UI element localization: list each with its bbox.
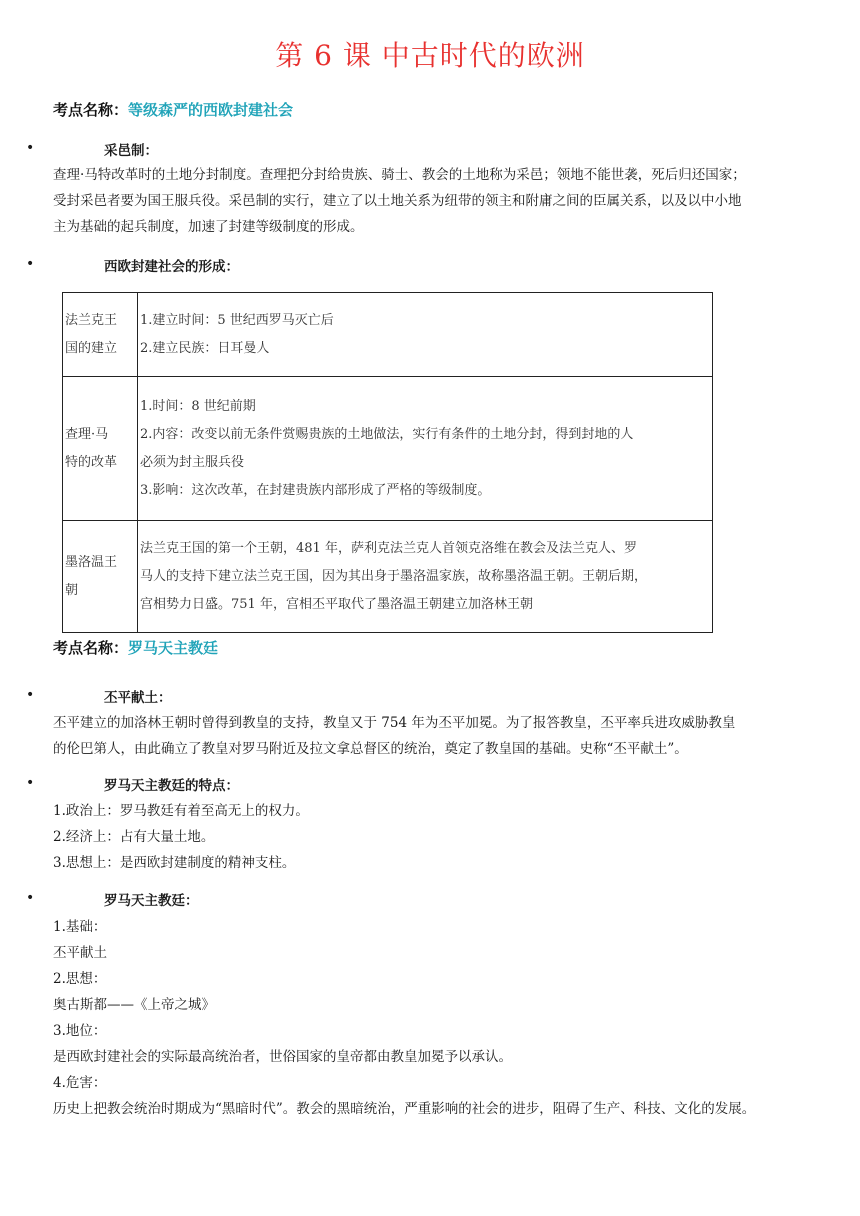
table-row — [63, 521, 713, 633]
section-heading-piping: 丕平献土： — [104, 690, 172, 706]
list-item: 3.思想上：是西欧封建制度的精神支柱。 — [53, 855, 296, 871]
table-cell-name: 查理·马 特的改革 — [63, 377, 138, 521]
section-heading-caiyi: 采邑制： — [104, 143, 158, 159]
para-line: 的伦巴第人，由此确立了教皇对罗马附近及拉文拿总督区的统治，奠定了教皇国的基础。史称“丕平献土”。 — [53, 741, 688, 757]
kaodian-label: 考点名称： — [53, 639, 129, 657]
list-item: 2.经济上：占有大量土地。 — [53, 829, 215, 845]
list-item: 历史上把教会统治时期成为“黑暗时代”。教会的黑暗统治，严重影响的社会的进步，阻碍了生产、科技、文化的发展。 — [53, 1101, 756, 1117]
bullet-marker: • — [26, 256, 35, 272]
para-line: 查理·马特改革时的土地分封制度。查理把分封给贵族、骑士、教会的土地称为采邑；领地不能世袭，死后归还国家； — [53, 167, 746, 183]
para-line: 丕平建立的加洛林王朝时曾得到教皇的支持，教皇又于 754 年为丕平加冕。为了报答教皇，丕平率兵进攻威胁教皇 — [53, 715, 736, 731]
bullet-marker: • — [26, 890, 35, 906]
table-cell-name: 法兰克王 国的建立 — [63, 293, 138, 377]
kaodian-heading-1 — [53, 99, 293, 120]
kaodian-value: 罗马天主教廷 — [128, 639, 219, 657]
list-item: 1.政治上：罗马教廷有着至高无上的权力。 — [53, 803, 309, 819]
section-heading-church: 罗马天主教廷： — [104, 893, 199, 909]
table-row — [63, 293, 713, 377]
table-cell-content: 1.建立时间：5 世纪西罗马灭亡后 2.建立民族：日耳曼人 — [138, 293, 713, 377]
bullet-marker: • — [26, 775, 35, 791]
section-heading-formation: 西欧封建社会的形成： — [104, 259, 239, 275]
list-item: 3.地位： — [53, 1023, 107, 1039]
table-cell-content: 法兰克王国的第一个王朝，481 年，萨利克法兰克人首领克洛维在教会及法兰克人、罗 马人的支持下建立法兰克王国，因为其出身于墨洛温家族，故称墨洛温王朝。王朝后期， 宫相势力日盛。751 年，宫相丕平取代了墨洛温王朝建立加洛林王朝 — [138, 521, 713, 633]
table-cell-content: 1.时间：8 世纪前期 2.内容：改变以前无条件赏赐贵族的土地做法，实行有条件的土地分封，得到封地的人 必须为封主服兵役 3.影响：这次改革，在封建贵族内部形成了严格的等级制度。 — [138, 377, 713, 521]
para-line: 受封采邑者要为国王服兵役。采邑制的实行，建立了以土地关系为纽带的领主和附庸之间的臣属关系，以及以中小地 — [53, 193, 742, 209]
formation-table — [62, 292, 713, 633]
table-row — [63, 377, 713, 521]
bullet-marker: • — [26, 687, 35, 703]
list-item: 丕平献土 — [53, 945, 107, 961]
list-item: 1.基础： — [53, 919, 107, 935]
table-cell-name: 墨洛温王 朝 — [63, 521, 138, 633]
list-item: 4.危害： — [53, 1075, 107, 1091]
kaodian-heading-2 — [53, 637, 218, 658]
kaodian-value: 等级森严的西欧封建社会 — [128, 101, 294, 119]
bullet-marker: • — [26, 140, 35, 156]
list-item: 是西欧封建社会的实际最高统治者，世俗国家的皇帝都由教皇加冕予以承认。 — [53, 1049, 512, 1065]
list-item: 2.思想： — [53, 971, 107, 987]
page-title: 第 6 课 中古时代的欧洲 — [275, 39, 585, 72]
kaodian-label: 考点名称： — [53, 101, 129, 119]
section-heading-features: 罗马天主教廷的特点： — [104, 778, 239, 794]
para-line: 主为基础的起兵制度，加速了封建等级制度的形成。 — [53, 219, 364, 235]
list-item: 奥古斯都——《上帝之城》 — [53, 997, 215, 1013]
